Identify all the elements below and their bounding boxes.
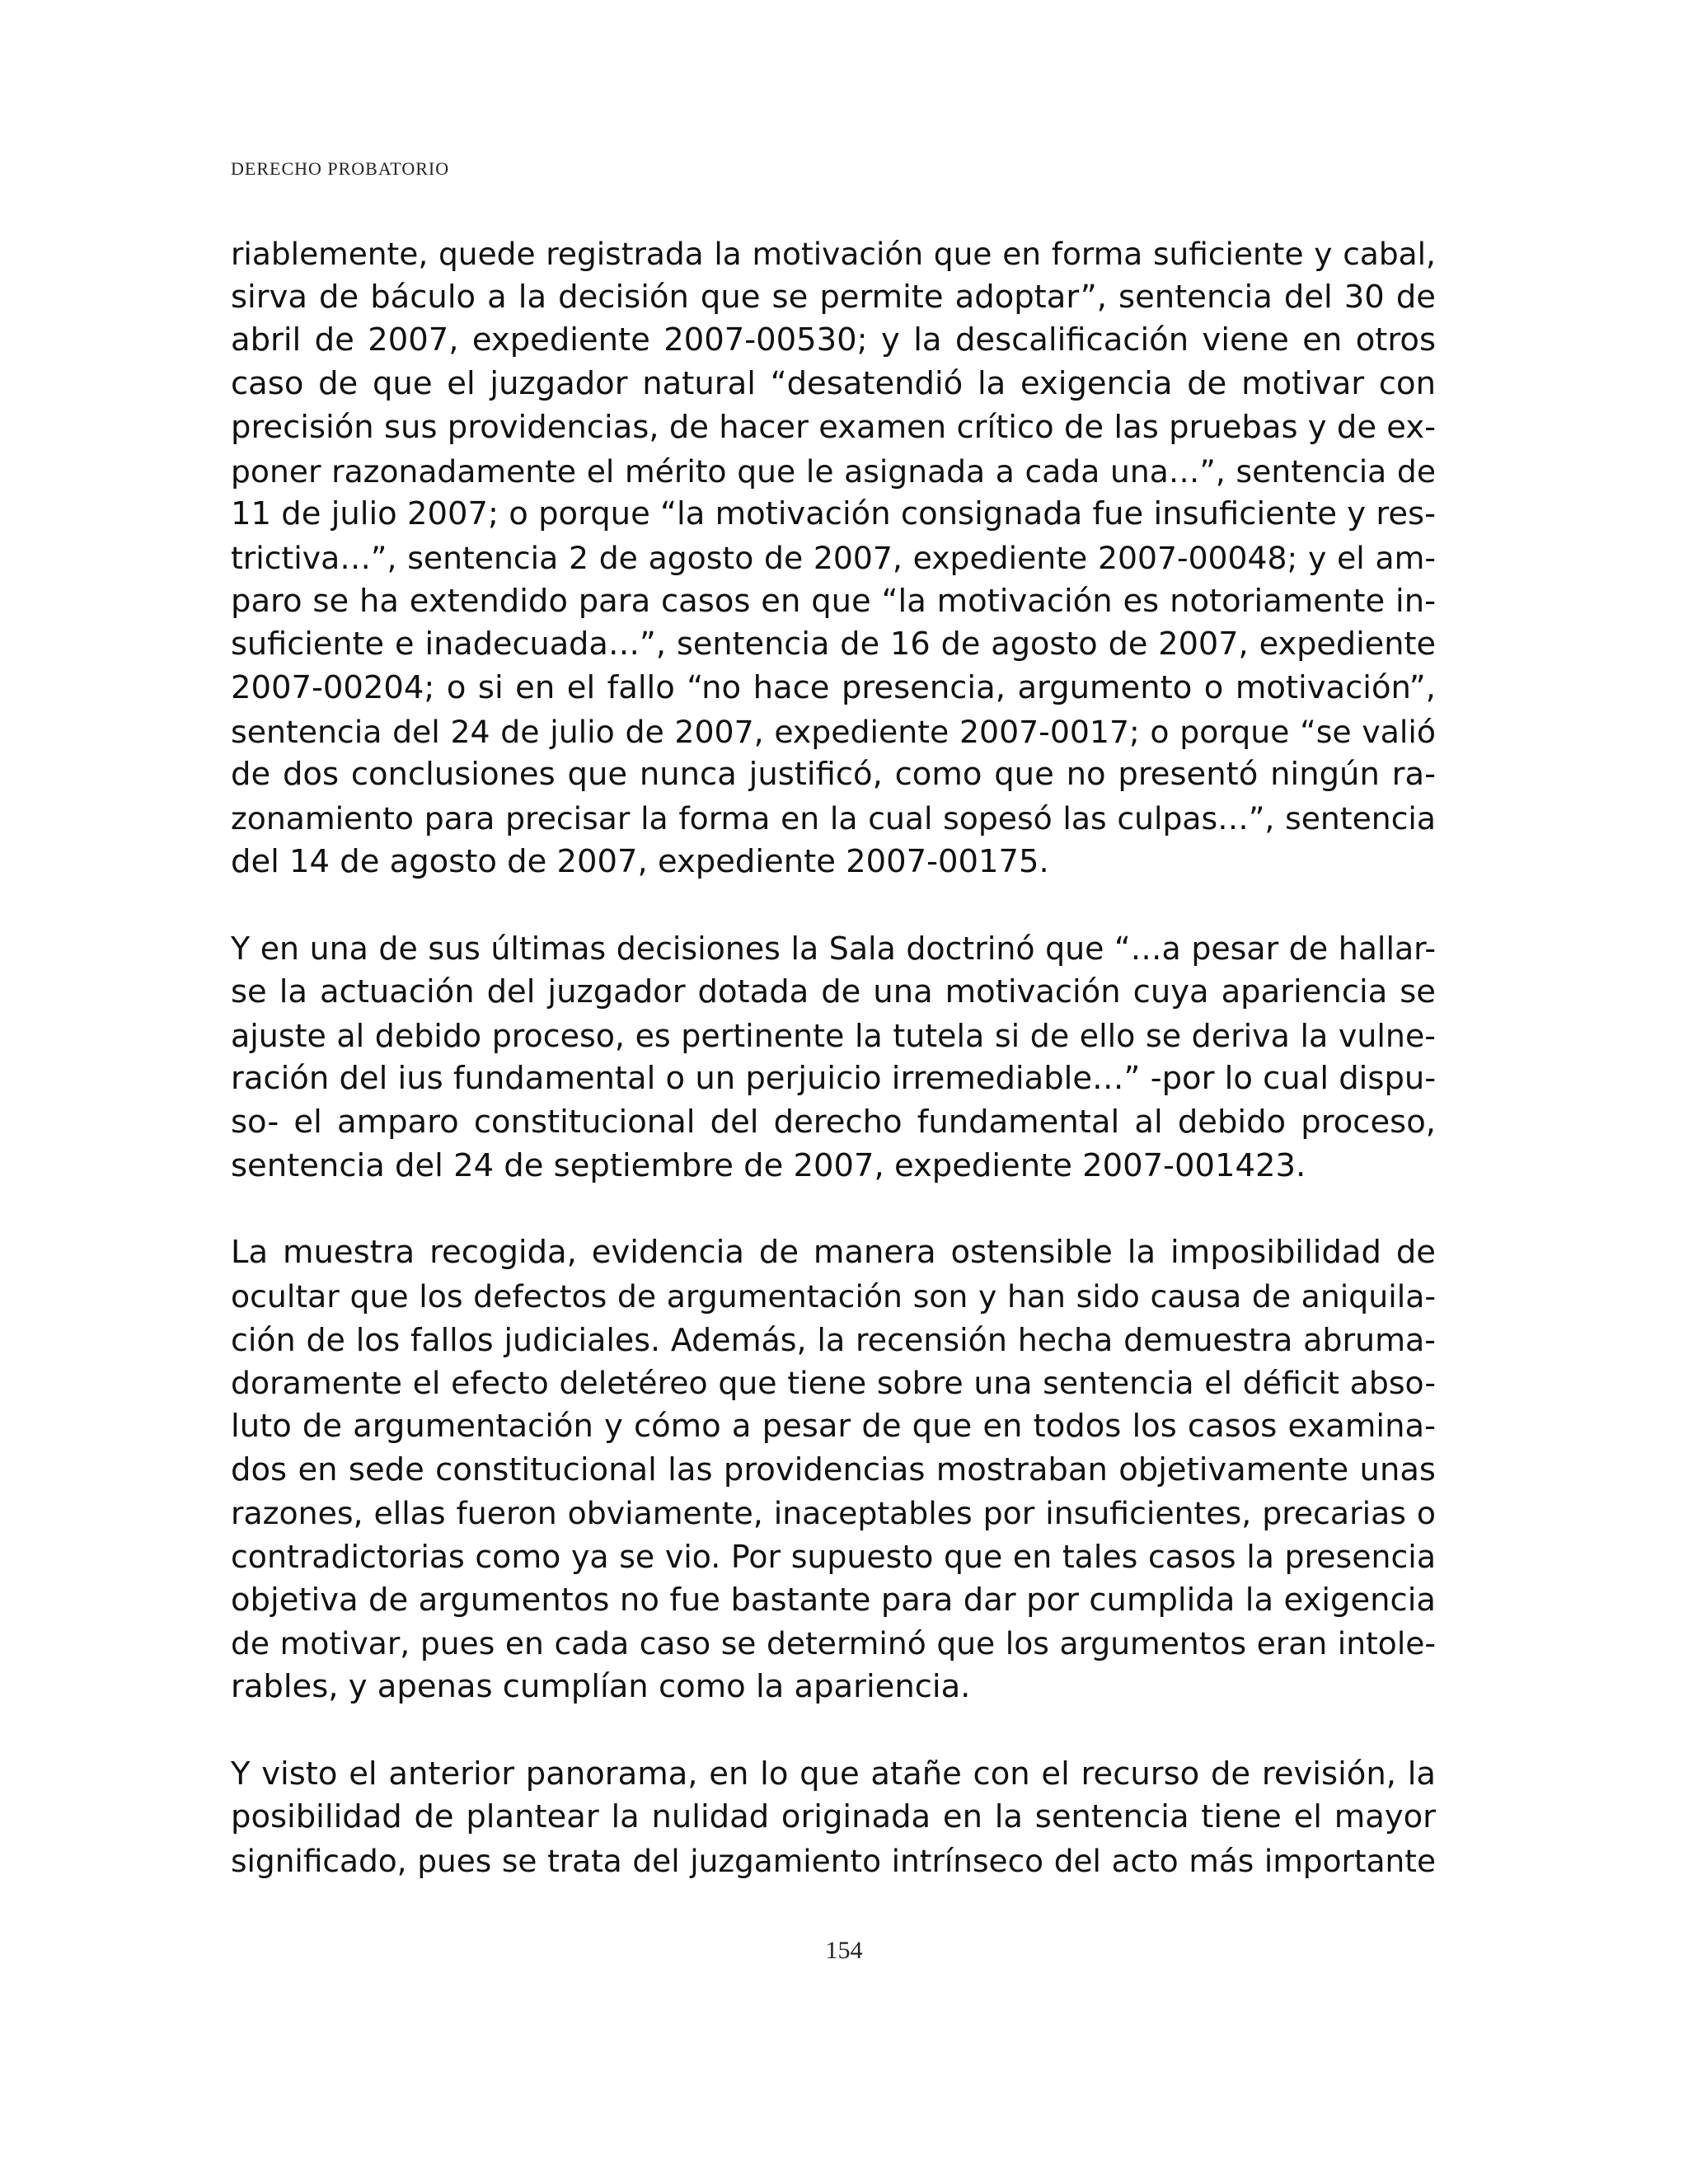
body-text [231,232,1436,1926]
page-number: 154 [825,1937,863,1964]
text-line: zonamiento para precisar la forma en la cual sopesó las culpas…”, sentencia [231,800,1436,837]
text-line: se la actuación del juzgador dotada de una motivación cuya apariencia se [231,972,1436,1010]
text-line: dos en sede constitucional las providencias mostraban objetivamente unas [231,1451,1436,1488]
text-line: objetiva de argumentos no fue bastante para dar por cumplida la exigencia [231,1581,1436,1619]
text-line: caso de que el juzgador natural “desatendió la exigencia de motivar con [231,365,1436,403]
text-line: del 14 de agosto de 2007, expediente 2007-00175. [231,842,1049,880]
text-line: La muestra recogida, evidencia de manera ostensible la imposibilidad de [231,1234,1436,1272]
text-line: doramente el efecto deletéreo que tiene sobre una sentencia el déficit abso- [231,1365,1436,1402]
paragraph [231,927,1436,1188]
paragraph [231,232,1436,884]
text-line: sirva de báculo a la decisión que se permite adoptar”, sentencia del 30 de [231,278,1436,316]
text-line: ocultar que los defectos de argumentación son y han sido causa de aniquila- [231,1277,1436,1315]
text-line: ración del ius fundamental o un perjuicio irremediable…” -por lo cual dispu- [231,1060,1437,1098]
text-line: suficiente e inadecuada…”, sentencia de 16 de agosto de 2007, expediente [231,626,1436,663]
running-header: DERECHO PROBATORIO [231,158,450,179]
text-line: so- el amparo constitucional del derecho fundamental al debido proceso, [231,1104,1436,1141]
text-line: ción de los fallos judiciales. Además, la recensión hecha demuestra abruma- [231,1321,1436,1358]
text-line: poner razonadamente el mérito que le asignada a cada una…”, sentencia de [231,452,1436,490]
text-line: sentencia del 24 de septiembre de 2007, expediente 2007-001423. [231,1146,1306,1184]
text-line: luto de argumentación y cómo a pesar de que en todos los casos examina- [231,1407,1436,1445]
text-line: ajuste al debido proceso, es pertinente la tutela si de ello se deriva la vulne- [231,1017,1436,1054]
text-line: 11 de julio 2007; o porque “la motivación consignada fue insuficiente y res- [231,495,1436,533]
text-line: precisión sus providencias, de hacer examen crítico de las pruebas y de ex- [231,408,1436,446]
text-line: Y en una de sus últimas decisiones la Sala doctrinó que “…a pesar de hallar- [231,930,1436,968]
text-line: paro se ha extendido para casos en que “la motivación es notoriamente in- [231,582,1436,620]
text-line: trictiva…”, sentencia 2 de agosto de 2007, expediente 2007-00048; y el am- [231,539,1436,576]
text-line: razones, ellas fueron obviamente, inaceptables por insuficientes, precarias o [231,1495,1436,1532]
text-line: de motivar, pues en cada caso se determinó que los argumentos eran intole- [231,1625,1436,1662]
text-line: contradictorias como ya se vio. Por supuesto que en tales casos la presencia [231,1539,1436,1576]
text-line: abril de 2007, expediente 2007-00530; y la descalificación viene en otros [231,321,1436,359]
text-line: de dos conclusiones que nunca justificó, como que no presentó ningún ra- [231,756,1436,794]
text-line: rables, y apenas cumplían como la apariencia. [231,1668,971,1706]
paragraph [231,1753,1436,1883]
text-line: Y visto el anterior panorama, en lo que atañe con el recurso de revisión, la [231,1755,1436,1793]
text-line: sentencia del 24 de julio de 2007, expediente 2007-0017; o porque “se valió [231,713,1436,750]
text-line: 2007-00204; o si en el fallo “no hace presencia, argumento o motivación”, [231,669,1436,707]
text-line: significado, pues se trata del juzgamiento intrínseco del acto más importante [231,1842,1436,1879]
text-line: posibilidad de plantear la nulidad originada en la sentencia tiene el mayor [231,1798,1436,1836]
text-line: riablemente, quede registrada la motivación que en forma suficiente y cabal, [231,236,1436,272]
paragraph [231,1231,1436,1709]
